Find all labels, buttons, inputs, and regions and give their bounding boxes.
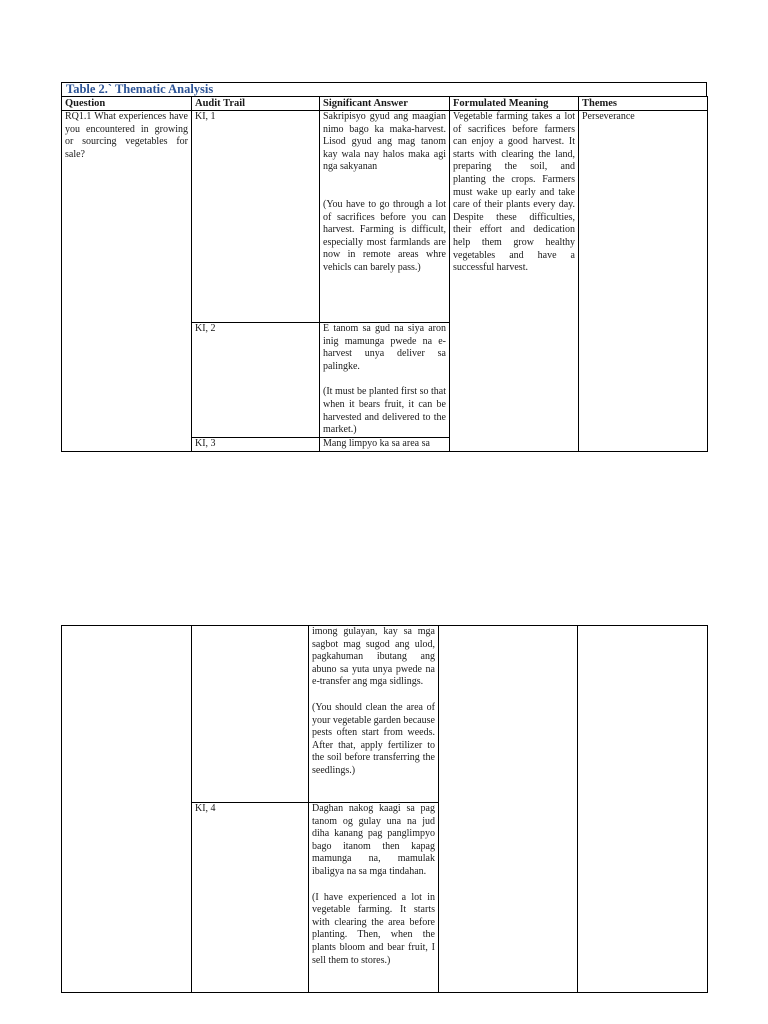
answer-translation: (I have experienced a lot in vegetable farming. It starts with clearing the area before planting. Then, when the plants bloom and bear fruit, I sell them to stores.) — [312, 891, 435, 966]
answer-cell-ki1 — [320, 111, 450, 323]
table-row — [62, 111, 708, 323]
header-themes: Themes — [579, 97, 708, 111]
table-header-row — [62, 97, 708, 111]
answer-original: Sakripisyo gyud ang maagian nimo bago ka maka-harvest. Lisod gyud ang mag tanom kay wala nay halos maka agi nga sakyanan — [323, 111, 446, 173]
answer-cell-ki3-start: Mang limpyo ka sa area sa — [320, 437, 450, 451]
formulated-meaning-cell-continued — [439, 626, 578, 993]
answer-original: Daghan nakog kaagi sa pag tanom og gulay una na jud diha kanang pag panglimpyo bago itanom then kapag mamunga na, mamulak ibaligya na sa mga tindahan. — [312, 803, 435, 877]
answer-cell-ki4 — [309, 803, 439, 993]
answer-translation: (It must be planted first so that when it bears fruit, it can be harvested and delivered to the market.) — [323, 386, 446, 436]
table-caption: Table 2.` Thematic Analysis — [61, 82, 707, 96]
header-formulated-meaning: Formulated Meaning — [450, 97, 579, 111]
answer-translation: (You should clean the area of your vegetable garden because pests often start from weeds. After that, apply fertilizer to the soil before transferring the seedlings.) — [312, 701, 435, 776]
theme-cell: Perseverance — [579, 111, 708, 452]
answer-cell-ki2 — [320, 323, 450, 438]
audit-cell-ki1: KI, 1 — [192, 111, 320, 323]
thematic-analysis-table — [61, 96, 708, 452]
table-row — [62, 626, 708, 803]
formulated-meaning-cell: Vegetable farming takes a lot of sacrifices before farmers can enjoy a good harvest. It starts with clearing the land, preparing the soil, and planting the crops. Farmers must wake up early and take care of their plants every day. Despite these difficulties, their effort and dedication help them grow healthy vegetables and have a successful harvest. — [450, 111, 579, 452]
audit-cell-ki3: KI, 3 — [192, 437, 320, 451]
question-cell-continued — [62, 626, 192, 993]
audit-cell-ki4: KI, 4 — [192, 803, 309, 993]
answer-cell-ki3-continued — [309, 626, 439, 803]
header-question: Question — [62, 97, 192, 111]
theme-cell-continued — [578, 626, 708, 993]
answer-original: imong gulayan, kay sa mga sagbot mag sugod ang ulod, pagkahuman ibutang ang abuno sa yuta unya pwede na e-transfer ang mga sidlings. — [312, 626, 435, 688]
header-audit-trail: Audit Trail — [192, 97, 320, 111]
audit-cell-ki2: KI, 2 — [192, 323, 320, 438]
question-cell: RQ1.1 What experiences have you encountered in growing or sourcing vegetables for sale? — [62, 111, 192, 452]
header-significant-answer: Significant Answer — [320, 97, 450, 111]
answer-translation: (You have to go through a lot of sacrifices before you can harvest. Farming is difficult, especially most farmlands are now in remote areas whre vehicls can barely pass.) — [323, 198, 446, 273]
thematic-analysis-table-continued — [61, 625, 708, 993]
answer-original: E tanom sa gud na siya aron inig mamunga pwede na e-harvest unya deliver sa palingke. — [323, 323, 446, 372]
audit-cell-ki3-continued — [192, 626, 309, 803]
